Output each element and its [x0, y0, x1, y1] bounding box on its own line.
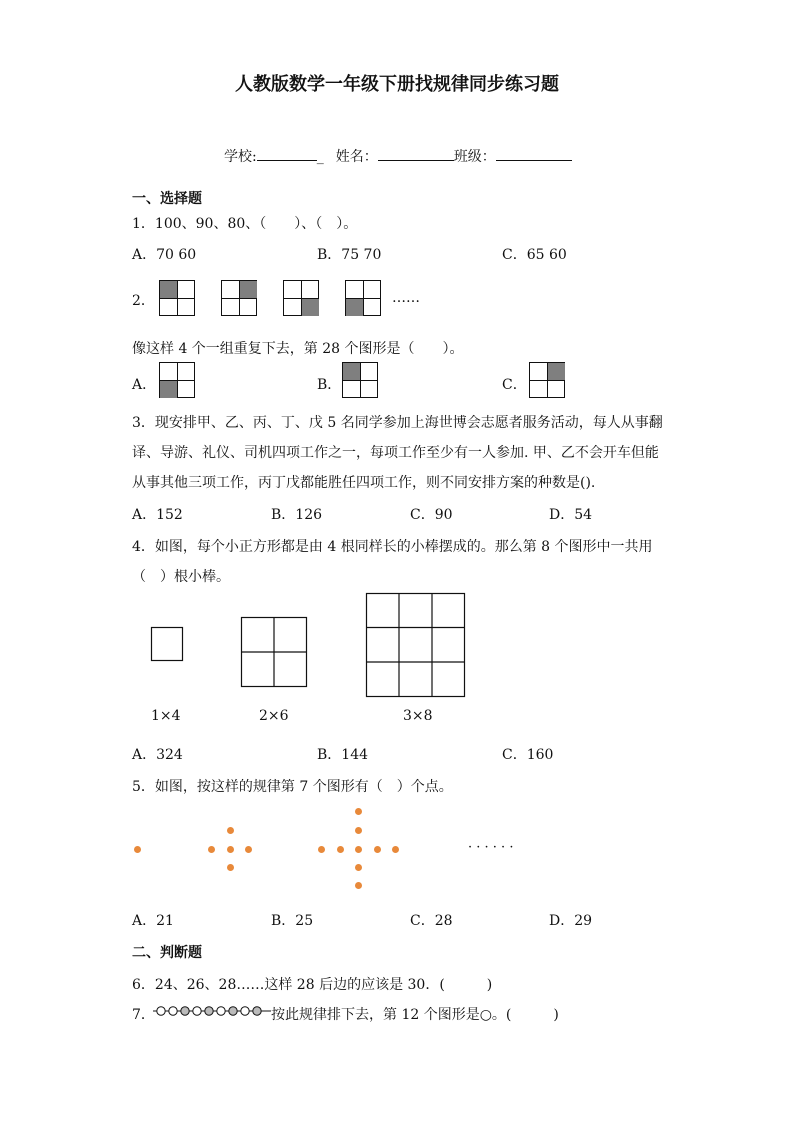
q5-fig3-dot — [318, 846, 325, 853]
q5-fig3-dot — [374, 846, 381, 853]
q4-option-b[interactable]: B．144 — [317, 747, 369, 763]
q2-ellipsis: …… — [392, 290, 420, 306]
q2-pattern-square-3 — [283, 280, 319, 316]
q2-pattern-square-1 — [159, 280, 195, 316]
q5-fig3-dot — [355, 882, 362, 889]
q4-figure-3x3 — [366, 593, 465, 697]
q5-fig2-dot — [227, 864, 234, 871]
q5-option-c[interactable]: C．28 — [410, 913, 453, 929]
q1-text: 1．100、90、80、（ ）、（ ）。 — [132, 216, 358, 232]
q5-text: 5．如图，按这样的规律第 7 个图形有（ ）个点。 — [132, 779, 453, 795]
q5-fig3-dot — [355, 864, 362, 871]
q7-number: 7． — [132, 1007, 155, 1023]
q5-fig2-dot — [227, 846, 234, 853]
q2-pattern-square-2 — [221, 280, 257, 316]
q4-figure-2x2 — [241, 617, 307, 687]
class-field[interactable] — [496, 146, 572, 161]
q6-text: 6．24、26、28……这样 28 后边的应该是 30．( ) — [132, 977, 493, 993]
q3-option-a[interactable]: A．152 — [132, 507, 183, 523]
q7-text: 按此规律排下去，第 12 个图形是○。( ) — [271, 1007, 559, 1023]
q1-option-b[interactable]: B．75 70 — [317, 247, 382, 263]
q5-fig2-dot — [227, 827, 234, 834]
name-label: 姓名： — [335, 149, 378, 165]
q5-fig2-dot — [245, 846, 252, 853]
q1-option-c[interactable]: C．65 60 — [502, 247, 567, 263]
q5-ellipsis: · · · · · · — [468, 840, 514, 855]
q2-option-a[interactable]: A． — [132, 377, 157, 393]
q3-option-b[interactable]: B．126 — [271, 507, 323, 523]
section-judge-title: 二、判断题 — [132, 945, 202, 961]
q4-caption-2: 2×6 — [259, 708, 289, 724]
q2-text: 像这样 4 个一组重复下去，第 28 个图形是（ ）。 — [132, 341, 464, 357]
q4-option-a[interactable]: A．324 — [132, 747, 183, 763]
q2-option-c-figure — [529, 362, 565, 398]
q5-fig3-dot — [337, 846, 344, 853]
q4-caption-3: 3×8 — [403, 708, 433, 724]
q5-fig3-dot — [355, 808, 362, 815]
q5-fig2-dot — [208, 846, 215, 853]
student-info-line — [224, 146, 572, 166]
q3-line-1: 3．现安排甲、乙、丙、丁、戊 5 名同学参加上海世博会志愿者服务活动，每人从事翻 — [132, 415, 663, 431]
section-choice-title: 一、选择题 — [132, 191, 202, 207]
q3-option-c[interactable]: C．90 — [410, 507, 453, 523]
q2-option-a-figure — [159, 362, 195, 398]
shaded-cell — [343, 363, 360, 380]
school-field[interactable] — [257, 146, 317, 161]
page-title: 人教版数学一年级下册找规律同步练习题 — [235, 74, 559, 95]
q7-bead-string — [153, 1004, 271, 1018]
q2-option-c[interactable]: C． — [502, 377, 527, 393]
q2-pattern-square-4 — [345, 280, 381, 316]
q2-option-b[interactable]: B． — [317, 377, 342, 393]
q3-option-d[interactable]: D．54 — [549, 507, 593, 523]
q2-option-b-figure — [342, 362, 378, 398]
school-label: 学校: — [224, 149, 257, 165]
shaded-cell — [160, 281, 177, 298]
class-label: 班级： — [453, 149, 496, 165]
q2-number: 2． — [132, 293, 155, 309]
q5-option-b[interactable]: B．25 — [271, 913, 314, 929]
q5-option-a[interactable]: A．21 — [132, 913, 174, 929]
q1-option-a[interactable]: A．70 60 — [132, 247, 197, 263]
q3-line-2: 译、导游、礼仪、司机四项工作之一，每项工作至少有一人参加. 甲、乙不会开车但能 — [132, 445, 659, 461]
q3-line-3: 从事其他三项工作，丙丁戊都能胜任四项工作，则不同安排方案的种数是(). — [132, 475, 596, 491]
q4-figure-1x1 — [151, 627, 183, 661]
q5-fig1-dot — [134, 846, 141, 853]
q5-fig3-dot — [355, 846, 362, 853]
q4-line-2: （ ）根小棒。 — [132, 569, 230, 585]
school-sep: _ — [316, 149, 324, 165]
q4-option-c[interactable]: C．160 — [502, 747, 554, 763]
q4-line-1: 4．如图，每个小正方形都是由 4 根同样长的小棒摆成的。那么第 8 个图形中一共用 — [132, 539, 653, 555]
q5-fig3-dot — [355, 827, 362, 834]
shaded-cell — [240, 281, 257, 298]
q4-caption-1: 1×4 — [151, 708, 181, 724]
shaded-cell — [346, 299, 363, 316]
name-field[interactable] — [378, 146, 454, 161]
shaded-cell — [302, 299, 319, 316]
shaded-cell — [548, 363, 565, 380]
q5-option-d[interactable]: D．29 — [549, 913, 593, 929]
shaded-cell — [160, 381, 177, 398]
q5-fig3-dot — [392, 846, 399, 853]
